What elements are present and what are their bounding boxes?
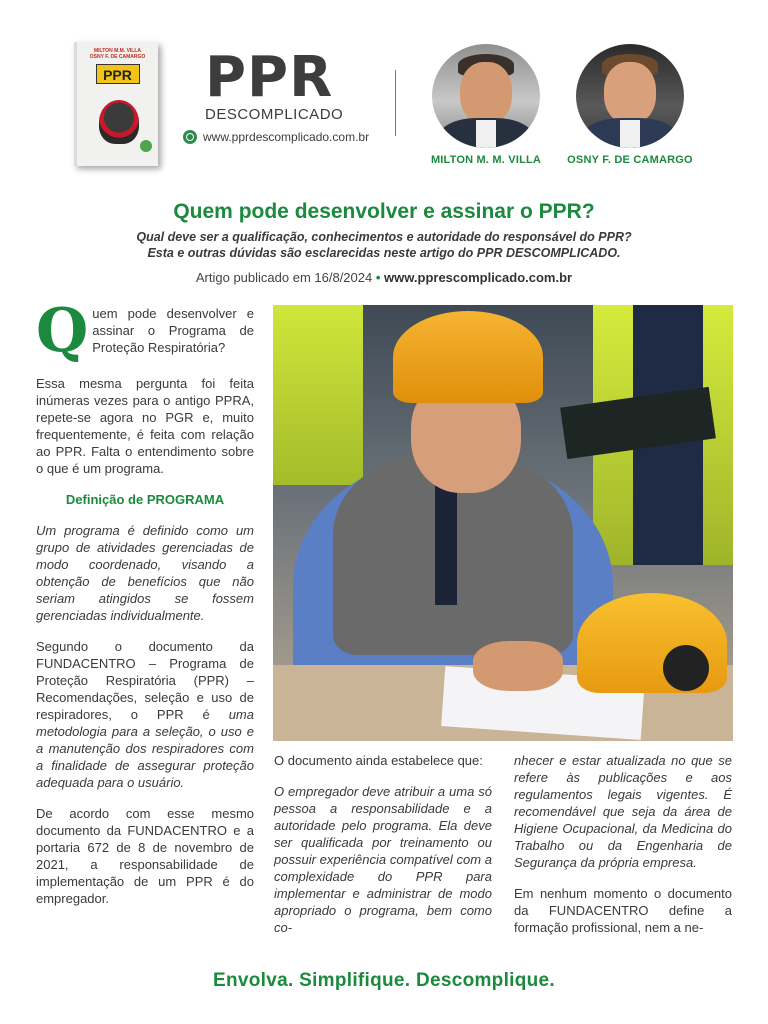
book-author-1: MILTON M.M. VILLA <box>93 48 142 54</box>
publication-url[interactable]: www.pprescomplicado.com.br <box>384 270 573 285</box>
paragraph: O documento ainda estabelece que: <box>274 753 483 768</box>
brand-tagline: DESCOMPLICADO <box>205 106 344 123</box>
author-photo <box>432 44 540 148</box>
paragraph: Em nenhum momento o documento da FUNDACENTRO define a formação profissional, nem a ne- <box>514 886 732 935</box>
middle-column <box>274 752 492 936</box>
author-shirt <box>620 120 640 148</box>
worker-hand <box>473 641 563 691</box>
author-name: MILTON M. M. VILLA <box>430 154 542 166</box>
book-cover-image <box>74 42 158 166</box>
footer-slogan: Envolva. Simplifique. Descomplique. <box>212 970 556 991</box>
publication-date: Artigo publicado em 16/8/2024 <box>195 270 373 285</box>
article-title: Quem pode desenvolver e assinar o PPR? <box>173 200 595 223</box>
background-worker-vest <box>273 305 363 485</box>
shield-badge-icon <box>140 140 152 152</box>
subtitle-line-1: Qual deve ser a qualificação, conhecimentos e autoridade do responsável do PPR? <box>136 230 632 244</box>
book-authors <box>77 48 158 60</box>
author-card-2 <box>555 44 705 166</box>
paragraph <box>36 638 254 791</box>
respirator-mask-icon <box>99 100 139 144</box>
header-divider <box>395 70 396 136</box>
paragraph: Essa mesma pergunta foi feita inúmeras vezes para o antigo PPRA, repete-se agora no PGR e, muito frequentemente, é feita com relação ao PPR. Falta o entendimento sobre o que é um programa. <box>36 376 254 476</box>
hard-hat <box>393 311 543 403</box>
book-author-2: OSNY F. DE CAMARGO <box>89 54 146 60</box>
author-photo <box>576 44 684 148</box>
quote-paragraph: O empregador deve atribuir a uma só pessoa a responsabilidade e a autoridade pelo programa. Ela deve ser qualificada por treinamento ou possuir experiência compatível com a complexidade do PPR para implementar e administrar de modo apropriado o programa, bem como co- <box>274 784 492 935</box>
book-logo: PPR <box>96 64 140 84</box>
paragraph-italic-text: uma metodologia para a seleção, o uso e a manutenção dos respiradores com a finalidade de assegurar proteção adequada para o usuário. <box>36 707 254 790</box>
brand-website-link[interactable]: www.pprdescomplicado.com.br <box>203 130 370 144</box>
ear-protector <box>663 645 709 691</box>
worker-photo <box>273 305 733 741</box>
article-subtitle <box>0 229 768 261</box>
right-column <box>514 752 732 936</box>
definition-paragraph: Um programa é definido como um grupo de atividades gerenciadas de modo coordenado, visando a obtenção de benefícios que não seriam atingidos se fossem gerenciadas individualmente. <box>36 523 254 623</box>
dropcap: Q <box>36 296 89 366</box>
author-shirt <box>476 120 496 148</box>
quote-paragraph-continued: nhecer e estar atualizada no que se refere às publicações e aos regulamentos legais vigentes. É recomendável que seja da área de Higiene Ocupacional, da Medicina do Trabalho ou da Engenharia de Segurança da própria empresa. <box>514 753 732 870</box>
intro-text: uem pode desenvolver e assinar o Programa de Proteção Respiratória? <box>92 306 254 355</box>
author-name: OSNY F. DE CAMARGO <box>567 154 693 166</box>
section-title: Definição de PROGRAMA <box>65 492 225 507</box>
publication-info <box>0 270 768 285</box>
author-card-1 <box>411 44 561 166</box>
brand-block <box>203 45 395 144</box>
author-face <box>460 62 512 124</box>
paragraph-text: Segundo o documento da FUNDACENTRO – Programa de Proteção Respiratória (PPR) – Recomendações, seleção e uso de respiradores, o PPR é <box>36 639 254 722</box>
intro-paragraph <box>36 296 254 366</box>
author-face <box>604 62 656 124</box>
globe-icon <box>183 130 197 144</box>
bullet-separator: • <box>375 270 381 285</box>
subtitle-line-2: Esta e outras dúvidas são esclarecidas neste artigo do PPR DESCOMPLICADO. <box>147 246 621 260</box>
worker-tie <box>435 485 457 605</box>
paragraph: De acordo com esse mesmo documento da FUNDACENTRO e a portaria 672 de 8 de novembro de 2021, a responsabilidade de implementação de um PPR é do empregador. <box>36 806 254 906</box>
left-column <box>36 296 254 907</box>
brand-name: PPR <box>205 45 334 110</box>
brand-website[interactable] <box>183 130 369 144</box>
